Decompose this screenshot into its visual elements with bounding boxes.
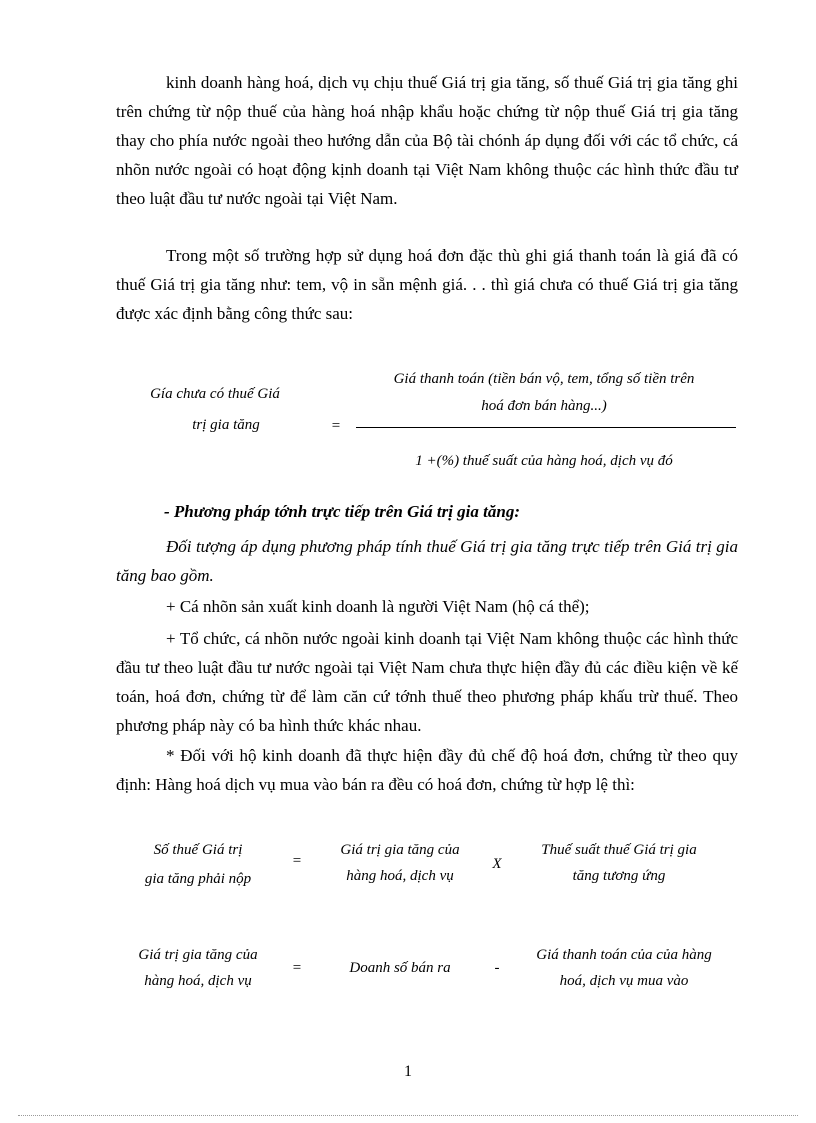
formula1-lhs-line2: trị gia tăng <box>192 417 260 433</box>
list-item-organization: + Tổ chức, cá nhõn nước ngoài kinh doanh tại Việt Nam không thuộc các hình thức đầu tư theo luật đầu tư nước ngoài tại Việt Nam chưa thực hiện đầy đủ các điều kiện về kế toán, hoá đơn, chứng từ để làm căn cứ tớnh thuế theo phương pháp khấu trừ thuế. Theo phương pháp này có ba hình thức khác nhau. <box>116 629 738 735</box>
formula1-numerator-line1: Giá thanh toán (tiền bán vộ, tem, tổng số tiền trên <box>393 371 695 387</box>
formula3-mid: Doanh số bán ra <box>349 960 451 976</box>
formula3-lhs-line2: hàng hoá, dịch vụ <box>144 973 252 989</box>
formula1-lhs-line1: Gía chưa có thuế Giá <box>150 386 280 402</box>
formula2-equals: = <box>292 853 302 869</box>
page-bottom-divider <box>18 1115 798 1116</box>
formula3-rhs-line1: Giá thanh toán của của hàng <box>536 947 712 963</box>
list-item-individual: + Cá nhõn sản xuất kinh doanh là người Việt Nam (hộ cá thể); <box>166 597 590 616</box>
formula2-multiply: X <box>492 856 502 872</box>
formula2-mid-line2: hàng hoá, dịch vụ <box>346 868 454 884</box>
list-item-business-household: * Đối với hộ kinh doanh đã thực hiện đầy đủ chế độ hoá đơn, chứng từ theo quy định: Hàng hoá dịch vụ mua vào bán ra đều có hoá đơn, chứng từ hợp lệ thì: <box>116 746 738 794</box>
formula3-minus: - <box>494 960 500 976</box>
paragraph-special-invoice: Trong một số trường hợp sử dụng hoá đơn đặc thù ghi giá thanh toán là giá đã có thuế Giá trị gia tăng như: tem, vộ in sẵn mệnh giá. . . thì giá chưa có thuế Giá trị gia tăng được xác định bằng công thức sau: <box>116 246 738 323</box>
formula2-lhs-line1: Số thuế Giá trị <box>153 842 243 858</box>
paragraph-applicable-subjects: Đối tượng áp dụng phương pháp tính thuế Giá trị gia tăng trực tiếp trên Giá trị gia tăng bao gồm. <box>116 537 738 585</box>
formula2-mid-line1: Giá trị gia tăng của <box>340 842 460 858</box>
formula1-numerator-line2: hoá đơn bán hàng...) <box>481 398 607 414</box>
formula3-rhs-line2: hoá, dịch vụ mua vào <box>559 973 689 989</box>
formula1-denominator: 1 +(%) thuế suất của hàng hoá, dịch vụ đó <box>415 453 673 469</box>
page-number: 1 <box>404 1063 412 1080</box>
formula2-rhs-line2: tăng tương ứng <box>572 868 666 884</box>
formula2-lhs-line2: gia tăng phải nộp <box>144 871 252 887</box>
formula1-fraction-bar <box>356 427 736 428</box>
section-heading: - Phương pháp tớnh trực tiếp trên Giá trị gia tăng: <box>164 502 520 521</box>
paragraph-vat-declaration: kinh doanh hàng hoá, dịch vụ chịu thuế Giá trị gia tăng, số thuế Giá trị gia tăng ghi trên chứng từ nộp thuế của hàng hoá nhập khẩu hoặc chứng từ nộp thuế Giá trị gia tăng thay cho phía nước ngoài theo hướng dẫn của Bộ tài chónh áp dụng đối với các tổ chức, cá nhõn nước ngoài có hoạt động kịnh doanh tại Việt Nam không thuộc các hình thức đầu tư theo luật đầu tư nước ngoài tại Việt Nam. <box>116 73 738 208</box>
formula3-lhs-line1: Giá trị gia tăng của <box>138 947 258 963</box>
formula1-equals: = <box>331 418 341 434</box>
formula3-equals: = <box>292 960 302 976</box>
formula2-rhs-line1: Thuế suất thuế Giá trị gia <box>541 842 697 858</box>
